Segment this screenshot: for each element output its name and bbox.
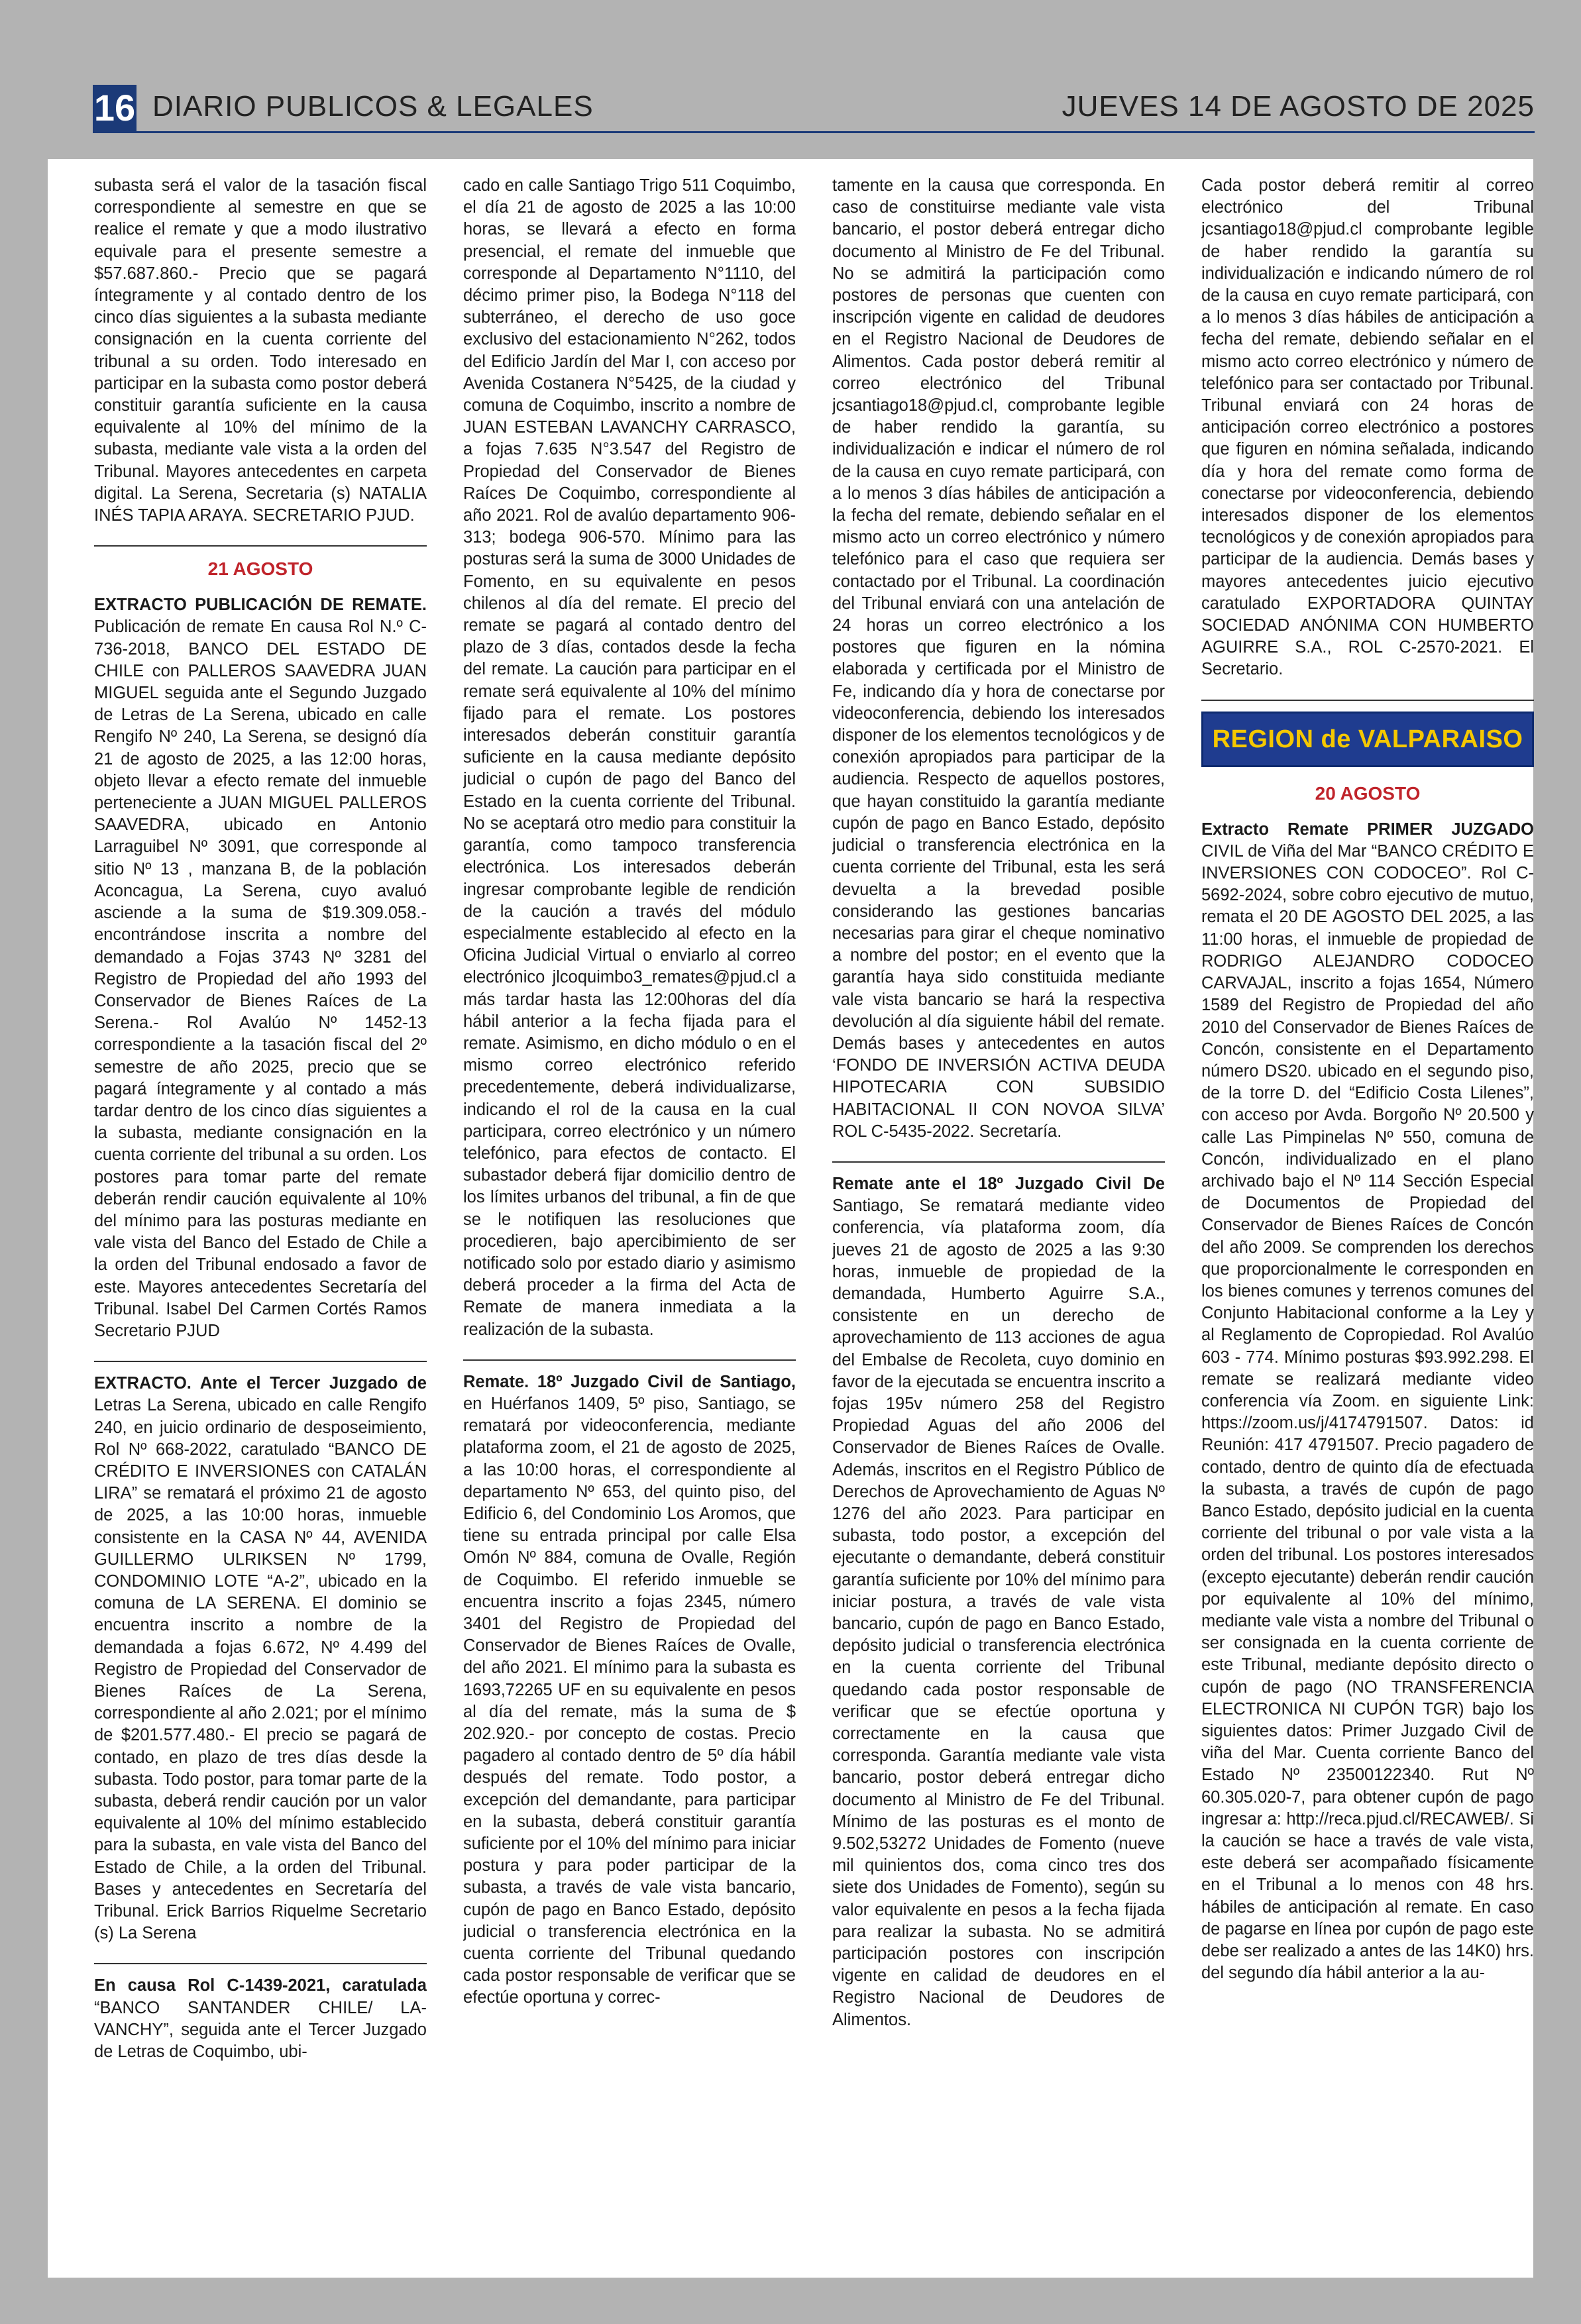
notice-paragraph [832, 175, 1165, 1143]
notice-paragraph [94, 594, 427, 1342]
column-2 [463, 175, 796, 2275]
notice-paragraph [1201, 175, 1534, 681]
notice-paragraph [463, 175, 796, 1341]
notice-text: cado en calle Santiago Trigo 511 Coquimbo, el día 21 de agosto de 2025 a las 10:00 horas, se llevará a efecto en forma presencial, el remate del inmueble que corresponde al Departamento N°1110, del décimo primer piso, la Bodega N°118 del subterráneo, el derecho de uso goce exclusivo del estacionamiento N°262, todos del Edificio Jardín del Mar I, con acceso por Avenida Costanera N°5425, de la ciudad y comuna de Coquimbo, inscrito a nombre de JUAN ESTEBAN LAVANCHY CARRASCO, a fojas 7.635 N°3.547 del Registro de Propiedad del Conservador de Bienes Raíces De Coquimbo, correspondiente al año 2021. Rol de avalúo departamento 906-313; bodega 906-570. Mínimo para las posturas será la suma de 3000 Unidades de Fomento, en su equivalente en pesos chilenos al día del remate. El precio del remate se pagará al contado dentro del plazo de 3 días, contados desde la fecha del remate. La caución para participar en el remate será equivalente al 10% del mínimo fijado para el remate. Los postores interesados deberán constituir garantía suficiente en la causa mediante depósito judicial o cupón de pago del Banco del Estado en la cuenta corriente del Tribunal. No se aceptará otro medio para constituir la garantía, como tampoco transferencia electrónica. Los interesados deberán ingresar comprobante legible de rendición de la caución a través del módulo especialmente establecido al efecto en la Oficina Judicial Virtual o enviarlo al correo electrónico jlcoquimbo3_remates@pjud.cl a más tardar hasta las 12:00horas del día hábil anterior a la fecha fijada para el remate. Asimismo, en dicho módulo o en el mismo correo electrónico referido precedentemente, deberá individualizarse, indicando el rol de la causa en la cual participara, correo electrónico y un número telefónico, para efectos de contacto. El subastador deberá fijar domicilio dentro de los límites urbanos del tribunal, a fin de que se le notifiquen las resoluciones que procedieren, bajo apercibimiento de ser notificado solo por estado diario y asimismo deberá proceder a la firma del Acta de Remate de manera inmediata a la realización de la subasta. [463, 176, 796, 1339]
notice-text: tamente en la causa que corresponda. En caso de constituirse mediante vale vista bancario, el postor deberá entregar dicho documento al Ministro de Fe del Tribunal. No se admitirá la participación como postores de personas que cuenten con inscripción vigente en calidad de deudores en el Registro Nacional de Deudores de Alimentos. Cada postor deberá remitir al correo electrónico del Tribunal jcsantiago18@pjud.cl, comprobante legible de haber rendido la garantía, su individualización e indicar el número de rol de la causa en cuyo remate participará, con a lo menos 3 días hábiles de anticipación a la fecha del remate, debiendo señalar en el mismo acto un correo electrónico y número telefónico para el caso que requiera ser contactado por el Tribunal. La coordinación del Tribunal enviará con una antelación de 24 horas un correo electrónico a los postores que figuren en la nómina elaborada y certificada por el Ministro de Fe, indicando día y hora de conectarse por videoconferencia, debiendo los interesados disponer de los elementos tecnológicos y de conexión apropiados para participar de la audiencia. Respecto de aquellos postores, que hayan constituido la garantía mediante cupón de pago en Banco Estado, depósito judicial o transferencia electrónica en la cuenta corriente del Tribunal, esta les será devuelta a la brevedad posible considerando las gestiones bancarias necesarias para girar el cheque nominativo a nombre del postor; en el evento que la garantía haya sido constituida mediante vale vista bancario se hará la respectiva devolución al día siguiente hábil del remate. Demás bases y antecedentes en autos ‘FONDO DE INVERSIÓN ACTIVA DEUDA HIPOTECARIA CON SUBSIDIO HABITACIONAL II CON NOVOA SILVA’ ROL C-5435-2022. Secretaría. [832, 176, 1165, 1141]
column-4 [1201, 175, 1534, 2275]
notice-text: subasta será el valor de la tasación fiscal correspondiente al semestre en que se realice el remate y que a modo ilustrativo equivale para el presente semestre a $57.687.860.- Precio que se pagará íntegramente y al contado dentro de los cinco días siguientes a la subasta mediante consignación en la cuenta corriente del tribunal a su orden. Todo interesado en participar en la subasta como postor deberá constituir garantía suficiente en la causa equivalente al 10% del mínimo de la subasta, mediante vale vista a la orden del Tribunal. Mayores antecedentes en carpeta digital. La Serena, Secretaria (s) NATALIA INÉS TAPIA ARAYA. SECRETARIO PJUD. [94, 176, 427, 525]
notice-lead: Remate ante el 18º Juzgado Civil De [832, 1174, 1165, 1193]
legal-notice [463, 1371, 796, 2028]
notice-lead: Extracto Remate PRIMER JUZGADO [1201, 819, 1534, 839]
legal-notice [832, 175, 1165, 1163]
column-3 [832, 175, 1165, 2275]
notice-paragraph [832, 1173, 1165, 2031]
section-date: 20 AGOSTO [1315, 782, 1421, 804]
publication-date: JUEVES 14 DE AGOSTO DE 2025 [1062, 90, 1535, 123]
notice-lead: EXTRACTO. Ante el Tercer Juzgado de [94, 1374, 427, 1393]
notice-text: en Huérfanos 1409, 5º piso, Santiago, se rematará por videoconferencia, mediante plataforma zoom, el 21 de agosto de 2025, a las 10:00 horas, el correspondiente al departamento Nº 653, del quinto piso, del Edificio 6, del Condominio Los Aromos, que tiene su entrada principal por calle Elsa Omón Nº 884, comuna de Ovalle, Región de Coquimbo. El referido inmueble se encuentra inscrito a fojas 2345, número 3401 del Registro de Propiedad del Conservador de Bienes Raíces de Ovalle, del año 2021. El mínimo para la subasta es 1693,72265 UF en su equivalente en pesos al día del remate, más la suma de $ 202.920.- por concepto de costas. Precio pagadero al contado dentro de 5º día hábil después del remate. Todo postor, a excepción del demandante, para participar en la subasta, deberá constituir garantía suficiente por el 10% del mínimo para iniciar postura y para poder participar de la subasta, a través de vale vista bancario, cupón de pago en Banco Estado, depósito judicial o transferencia electrónica en la cuenta corriente del Tribunal quedando cada postor responsable de verificar que se efectúe oportuna y correc- [463, 1394, 796, 2007]
legal-notice [1201, 819, 1534, 2003]
notice-paragraph [94, 175, 427, 527]
page-body [48, 159, 1533, 2278]
notice-paragraph [94, 1975, 427, 2063]
page-header [0, 0, 1581, 159]
legal-notice [463, 175, 796, 1361]
publication-title: DIARIO PUBLICOS & LEGALES [152, 90, 594, 123]
column-1 [94, 175, 427, 2275]
legal-notice [832, 1173, 1165, 2050]
notice-text: Publicación de remate En causa Rol N.º C-736-2018, BANCO DEL ESTADO DE CHILE con PALLEROS SAAVEDRA JUAN MIGUEL seguida ante el Segundo Juzgado de Letras de La Serena, ubicado en calle Rengifo Nº 240, La Serena, se designó día 21 de agosto de 2025, a las 12:00 horas, objeto llevar a efecto remate del inmueble perteneciente a JUAN MIGUEL PALLEROS SAAVEDRA, ubicado en Antonio Larraguibel Nº 3091, que corresponde al sitio Nº 13 , manzana B, de la población Aconcagua, La Serena, cuyo avaluó asciende a la suma de $19.309.058.- encontrándose inscrita a nombre del demandado a Fojas 3743 Nº 3281 del Registro de Propiedad del año 1993 del Conservador de Bienes Raíces de La Serena.- Rol Avalúo Nº 1452-13 correspondiente a la tasación fiscal del 2º semestre de año 2025, precio que se pagará íntegramente y al contado a más tardar dentro de los cinco días siguientes a la subasta, mediante consignación en la cuenta corriente del tribunal a su orden. Los postores para tomar parte del remate deberán rendir caución equivalente al 10% del mínimo para las posturas mediante en vale vista del Banco del Estado de Chile a la orden del Tribunal endosado a favor de este. Mayores antecedentes Secretaría del Tribunal. Isabel Del Carmen Cortés Ramos Secretario PJUD [94, 617, 427, 1340]
notice-text: “BANCO SANTANDER CHILE/ LA-VANCHY”, seguida ante el Tercer Juzgado de Letras de Coquimbo, ubi- [94, 1998, 427, 2062]
notice-paragraph [1201, 819, 1534, 1985]
legal-notice [1201, 175, 1534, 701]
legal-notice [94, 1373, 427, 1964]
notice-paragraph [94, 1373, 427, 1944]
notice-text: Santiago, Se rematará mediante video conferencia, vía plataforma zoom, día jueves 21 de agosto de 2025 a las 9:30 horas, inmueble de propiedad de la demandada, Humberto Aguirre S.A., consistente en un derecho de aprovechamiento de 113 acciones de agua del Embalse de Recoleta, cuyo dominio en favor de la ejecutada se encuentra inscrito a fojas 195v número 258 del Registro Propiedad Aguas del año 2006 del Conservador de Bienes Raíces de Ovalle. Además, inscritos en el Registro Público de Derechos de Aprovechamiento de Aguas Nº 1276 del año 2023. Para participar en subasta, todo postor, a excepción del ejecutante o demandante, deberá constituir garantía suficiente por 10% del mínimo para iniciar postura, a través de vale vista bancario, cupón de pago en Banco Estado, depósito judicial o transferencia electrónica en la cuenta corriente del Tribunal quedando cada postor responsable de verificar que se efectúe oportuna y correctamente en la causa que corresponda. Garantía mediante vale vista bancario, postor deberá entregar dicho documento al Ministro de Fe del Tribunal. Mínimo de las posturas es el monto de 9.502,53272 Unidades de Fomento (nueve mil quinientos dos, coma cinco tres dos siete dos Unidades de Fomento), según su valor equivalente en pesos a la fecha fijada para realizar la subasta. No se admitirá participación postores con inscripción vigente en calidad de deudores en el Registro Nacional de Deudores de Alimentos. [832, 1196, 1165, 2029]
page-number: 16 [93, 85, 136, 131]
notice-text: CIVIL de Viña del Mar “BANCO CRÉDITO E INVERSIONES CON CODOCEO”. Rol C-5692-2024, sobre cobro ejecutivo de mutuo, remata el 20 DE AGOSTO DEL 2025, a las 11:00 horas, el inmueble de propiedad de RODRIGO ALEJANDRO CODOCEO CARVAJAL, inscrito a fojas 1654, Número 1589 del Registro de Propiedad del año 2010 del Conservador de Bienes Raíces de Concón, consistente en el Departamento número DS20. ubicado en el segundo piso, de la torre D. del “Edificio Costa Lilenes”, con acceso por Avda. Borgoño Nº 20.500 y calle Las Pimpinelas Nº 550, comuna de Concón, individualizado en el plano archivado bajo el Nº 114 Sección Especial de Documentos de Propiedad del Conservador de Bienes Raíces de Concón del año 2009. Se comprenden los derechos que proporcionalmente le corresponden en los bienes comunes y terrenos comunes del Conjunto Habitacional conforme a la Ley y al Reglamento de Copropiedad. Rol Avalúo 603 - 774. Mínimo posturas $93.992.298. El remate se realizará mediante video conferencia vía Zoom. en siguiente Link: https://zoom.us/j/4174791507. Datos: id Reunión: 417 4791507. Precio pagadero de contado, dentro de quinto día de efectuada la subasta, a través de cupón de pago Banco Estado, depósito judicial en la cuenta corriente del tribunal o por vale vista a la orden del tribunal. Los postores interesados (excepto ejecutante) deberán rendir caución por equivalente al 10% del mínimo, mediante vale vista a nombre del Tribunal o ser consignada en la cuenta corriente de este Tribunal, mediante depósito directo o cupón de pago (NO TRANSFERENCIA ELECTRONICA NI CUPÓN TGR) bajo los siguientes datos: Primer Juzgado Civil de viña del Mar. Cuenta corriente Banco del Estado Nº 23500122340. Rut Nº 60.305.020-7, para obtener cupón de pago ingresar a: http://reca.pjud.cl/RECAWEB/. Si la caución se hace a través de vale vista, este deberá ser acompañado físicamente en el Tribunal a lo menos con 48 hrs. hábiles de anticipación al remate. En caso de pagarse en línea por cupón de pago este debe ser realizado a antes de las 14K0) hrs. del segundo día hábil anterior a la au- [1201, 841, 1534, 1983]
header-rule [93, 131, 1535, 133]
notice-lead: EXTRACTO PUBLICACIÓN DE REMATE. [94, 596, 427, 615]
notice-paragraph [463, 1371, 796, 2009]
notice-lead: Remate. 18º Juzgado Civil de Santiago, [463, 1372, 796, 1391]
legal-notice [94, 594, 427, 1362]
notice-lead: En causa Rol C-1439-2021, caratulada [94, 1976, 427, 1995]
legal-notice [94, 175, 427, 547]
notice-text: Cada postor deberá remitir al correo electrónico del Tribunal jcsantiago18@pjud.cl comprobante legible de haber rendido la garantía su individualización e indicando número de rol de la causa en cuyo remate participará, con a lo menos 3 días hábiles de anticipación a fecha del remate, debiendo señalar en el mismo acto correo electrónico y número de telefónico para ser contactado por Tribunal. Tribunal enviará con 24 horas de anticipación correo electrónico a postores que figuren en nómina señalada, indicando día y hora del remate como forma de conectarse por videoconferencia, debiendo interesados disponer de los elementos tecnológicos y de conexión apropiados para participar de la audiencia. Demás bases y mayores antecedentes juicio ejecutivo caratulado EXPORTADORA QUINTAY SOCIEDAD ANÓNIMA CON HUMBERTO AGUIRRE S.A., ROL C-2570-2021. El Secretario. [1201, 176, 1534, 679]
region-banner: REGION de VALPARAISO [1201, 712, 1534, 767]
legal-notice [94, 1975, 427, 2082]
section-date: 21 AGOSTO [207, 558, 313, 580]
notice-text: Letras La Serena, ubicado en calle Rengifo 240, en juicio ordinario de desposeimiento, Rol Nº 668-2022, caratulado “BANCO DE CRÉDITO E INVERSIONES con CATALÁN LIRA” se rematará el próximo 21 de agosto de 2025, a las 10:00 horas, inmueble consistente en la CASA Nº 44, AVENIDA GUILLERMO ULRIKSEN Nº 1799, CONDOMINIO LOTE “A-2”, ubicado en la comuna de LA SERENA. El dominio se encuentra inscrito a nombre de la demandada a fojas 6.672, Nº 4.499 del Registro de Propiedad del Conservador de Bienes Raíces de La Serena, correspondiente al año 2.021; por el mínimo de $201.577.480.- El precio se pagará de contado, en plazo de tres días desde la subasta. Todo postor, para tomar parte de la subasta, deberá rendir caución por un valor equivalente al 10% del mínimo establecido para la subasta, en vale vista del Banco del Estado de Chile, a la orden del Tribunal. Bases y antecedentes en Secretaría del Tribunal. Erick Barrios Riquelme Secretario (s) La Serena [94, 1396, 427, 1943]
